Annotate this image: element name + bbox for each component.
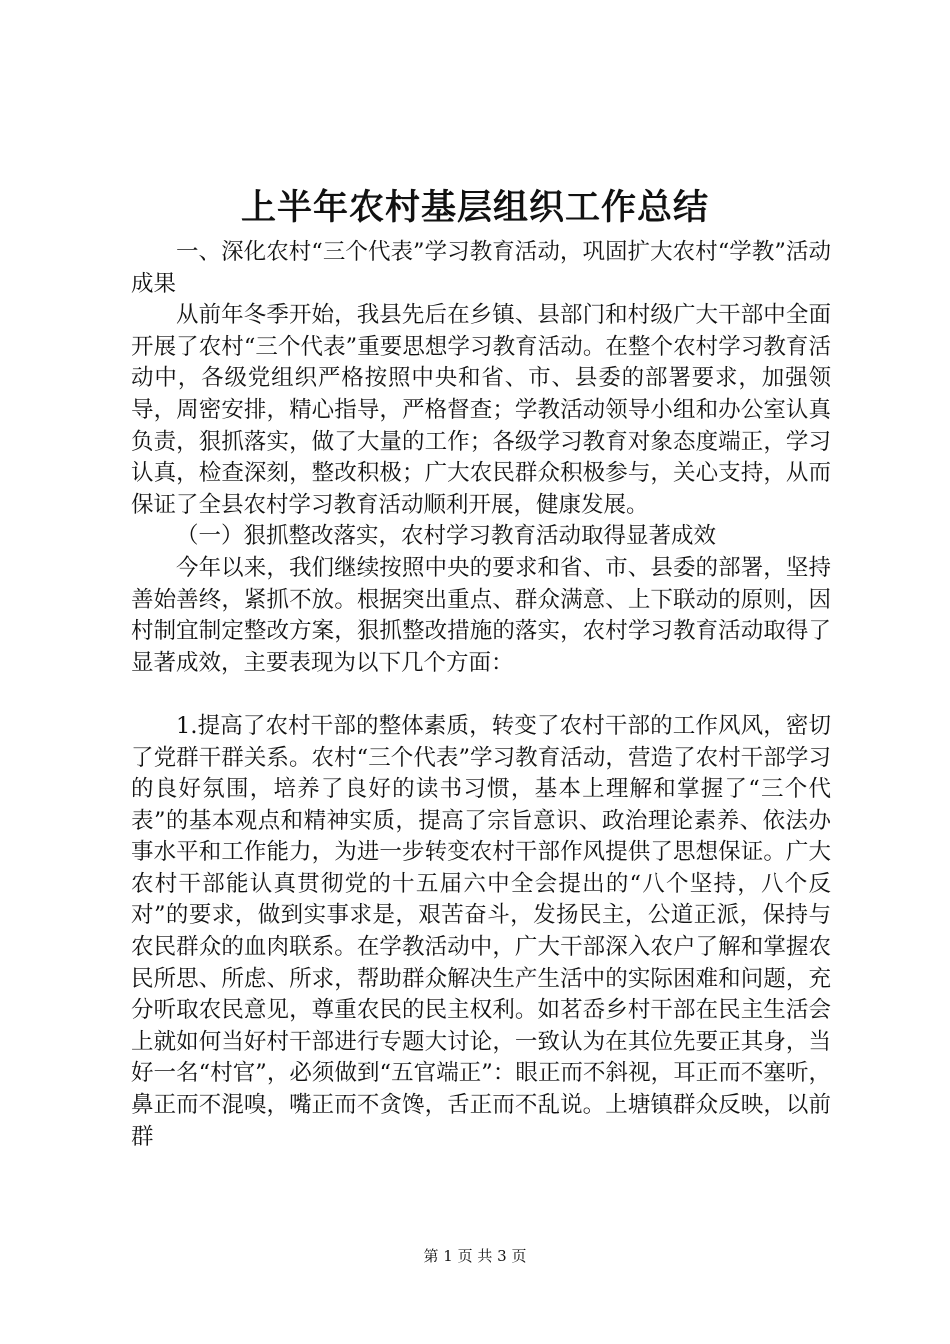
numbered-paragraph: 1.提高了农村干部的整体素质，转变了农村干部的工作风风，密切了党群干群关系。农村“三个代表”学习教育活动，营造了农村干部学习的良好氛围，培养了良好的读书习惯，基本上理解和掌握了“三个代表”的基本观点和精神实质，提高了宗旨意识、政治理论素养、依法办事水平和工作能力，为进一步转变农村干部作风提供了思想保证。广大农村干部能认真贯彻党的十五届六中全会提出的“八个坚持，八个反对”的要求，做到实事求是，艰苦奋斗，发扬民主，公道正派，保持与农民群众的血肉联系。在学教活动中，广大干部深入农户了解和掌握农民所思、所虑、所求，帮助群众解决生产生活中的实际困难和问题，充分听取农民意见，尊重农民的民主权利。如茗岙乡村干部在民主生活会上就如何当好村干部进行专题大讨论，一致认为在其位先要正其身，当好一名“村官”，必须做到“五官端正”：眼正而不斜视，耳正而不塞听，鼻正而不混嗅，嘴正而不贪馋，舌正而不乱说。上塘镇群众反映，以前群 xyxy=(131,712,831,1150)
section-heading: 一、深化农村“三个代表”学习教育活动，巩固扩大农村“学教”活动成果 xyxy=(131,239,831,297)
document-body xyxy=(131,237,831,1153)
page-footer: 第 1 页 共 3 页 xyxy=(423,1247,527,1265)
body-paragraph: 从前年冬季开始，我县先后在乡镇、县部门和村级广大干部中全面开展了农村“三个代表”重要思想学习教育活动。在整个农村学习教育活动中，各级党组织严格按照中央和省、市、县委的部署要求，加强领导，周密安排，精心指导，严格督查；学教活动领导小组和办公室认真负责，狠抓落实，做了大量的工作；各级学习教育对象态度端正，学习认真，检查深刻，整改积极；广大农民群众积极参与，关心支持，从而保证了全县农村学习教育活动顺利开展，健康发展。 xyxy=(131,302,831,518)
subsection-heading: （一）狠抓整改落实，农村学习教育活动取得显著成效 xyxy=(176,523,717,550)
body-paragraph: 今年以来，我们继续按照中央的要求和省、市、县委的部署，坚持善始善终，紧抓不放。根据突出重点、群众满意、上下联动的原则，因村制宜制定整改方案，狠抓整改措施的落实，农村学习教育活动取得了显著成效，主要表现为以下几个方面： xyxy=(131,554,831,676)
document-title: 上半年农村基层组织工作总结 xyxy=(240,187,709,228)
